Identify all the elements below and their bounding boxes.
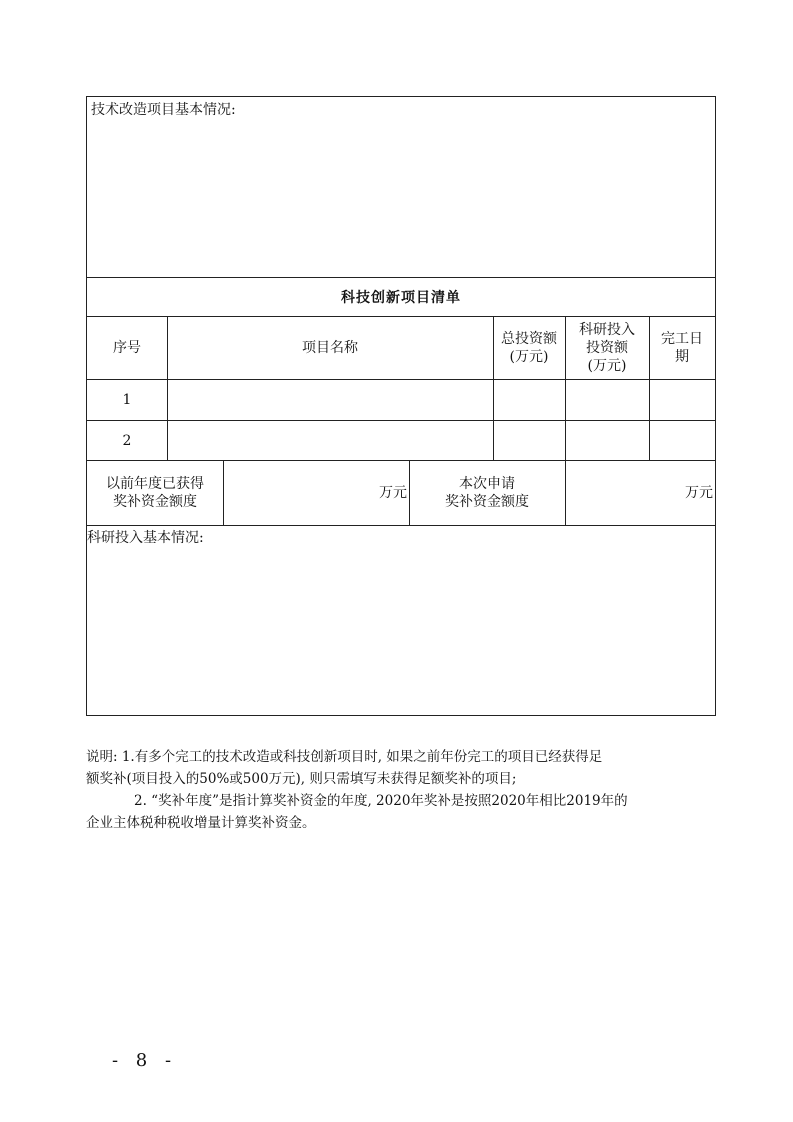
header-completion-date-line2: 期 — [675, 349, 689, 365]
note-line-4: 企业主体税种税收增量计算奖补资金。 — [86, 815, 316, 831]
row-2-total-field[interactable] — [493, 421, 565, 460]
row-1-total-field[interactable] — [493, 380, 565, 420]
divider — [565, 461, 566, 525]
rd-investment-field[interactable] — [87, 526, 715, 714]
row-2-name-field[interactable] — [167, 421, 493, 460]
row-1-seq: 1 — [122, 392, 132, 408]
divider — [223, 461, 224, 525]
current-apply-label-line1: 本次申请 — [459, 476, 515, 492]
header-seq: 序号 — [113, 340, 141, 356]
header-total-investment — [493, 317, 565, 379]
row-1-date-field[interactable] — [649, 380, 715, 420]
tech-renovation-label: 技术改造项目基本情况: — [91, 102, 236, 118]
header-rd-investment-line2: 投资额 — [586, 340, 628, 356]
current-apply-amount-field[interactable] — [565, 461, 715, 525]
header-completion-date-line1: 完工日 — [661, 331, 703, 347]
header-project-name: 项目名称 — [302, 340, 358, 356]
note-line-2: 额奖补(项目投入的50%或500万元), 则只需填写未获得足额奖补的项目; — [86, 771, 517, 787]
note-line-1: 说明: 1.有多个完工的技术改造或科技创新项目时, 如果之前年份完工的项目已经获得足 — [86, 749, 603, 765]
row-2-rd-field[interactable] — [565, 421, 649, 460]
prev-award-label — [87, 461, 223, 525]
divider — [493, 317, 494, 460]
notes-section — [86, 746, 726, 834]
divider — [565, 317, 566, 460]
prev-award-label-line2: 奖补资金额度 — [113, 494, 197, 510]
divider — [649, 317, 650, 460]
prev-award-label-line1: 以前年度已获得 — [106, 476, 204, 492]
row-1-rd-field[interactable] — [565, 380, 649, 420]
current-apply-label — [409, 461, 565, 525]
current-apply-label-line2: 奖补资金额度 — [445, 494, 529, 510]
prev-award-unit: 万元 — [379, 485, 407, 501]
tech-renovation-field[interactable] — [87, 97, 715, 277]
header-total-investment-line1: 总投资额 — [501, 331, 557, 347]
header-rd-investment-line3: (万元) — [587, 358, 627, 374]
divider — [409, 461, 410, 525]
project-list-title: 科技创新项目清单 — [341, 290, 461, 306]
header-rd-investment — [565, 317, 649, 379]
row-2-date-field[interactable] — [649, 421, 715, 460]
header-rd-investment-line1: 科研投入 — [579, 322, 635, 338]
rd-investment-label: 科研投入基本情况: — [87, 530, 204, 546]
header-total-investment-line2: (万元) — [509, 349, 549, 365]
row-1-name-field[interactable] — [167, 380, 493, 420]
header-completion-date — [649, 317, 715, 379]
row-2-seq: 2 — [122, 432, 132, 449]
current-apply-unit: 万元 — [685, 485, 713, 501]
application-form-table — [86, 96, 716, 716]
note-line-3: 2. “奖补年度”是指计算奖补资金的年度, 2020年奖补是按照2020年相比2019年的 — [134, 793, 628, 809]
prev-award-amount-field[interactable] — [223, 461, 409, 525]
divider — [167, 317, 168, 460]
page-number: - 8 - — [112, 1050, 178, 1071]
